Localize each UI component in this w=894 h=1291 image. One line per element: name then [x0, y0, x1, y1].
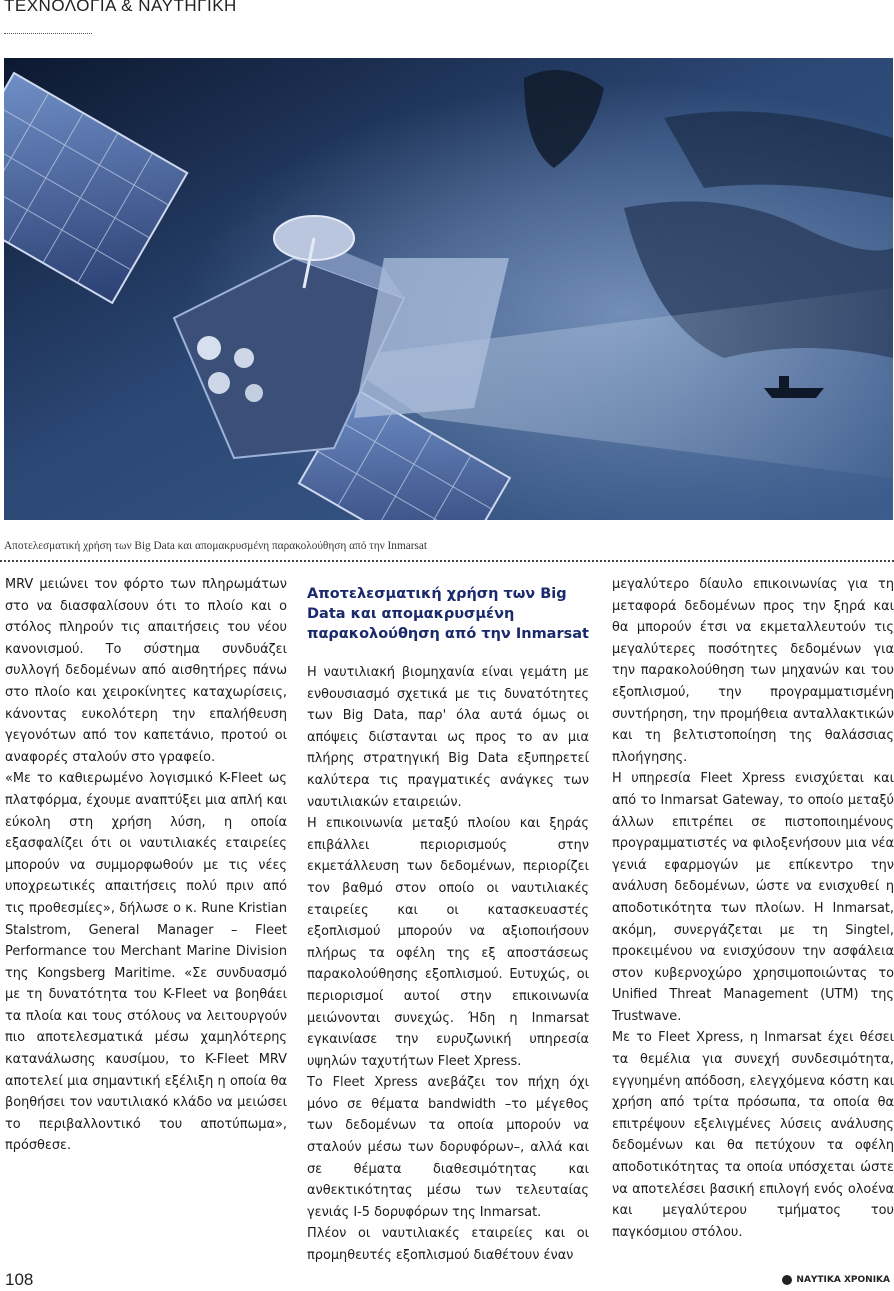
publication-name: ΝΑΥΤΙΚΑ ΧΡΟΝΙΚΑ	[796, 1275, 890, 1285]
paragraph: MRV μειώνει τον φόρτο των πληρωμάτων στο να διασφαλίσουν ότι το πλοίο και ο στόλος πληρούν τις απαιτήσεις του νέου κανονισμού. Το σύστημα συνδυάζει συλλογή δεδομένων από αισθητήρες πάνω στο πλοίο και χειροκίνητες καταχωρίσεις, κάνοντας ευκολότερη την επαλήθευση γεγονότων από τον καπετάνιο, προτού οι αναφορές σταλούν στο γραφείο.	[5, 577, 287, 765]
section-title: ΤΕΧΝΟΛΟΓΙΑ & ΝΑΥΤΗΓΙΚΗ	[4, 0, 237, 15]
article-column-2	[307, 574, 589, 1267]
caption-rule	[0, 560, 894, 562]
article-column-1	[5, 574, 287, 1157]
paragraph: «Με το καθιερωμένο λογισμικό K-Fleet ως πλατφόρμα, έχουμε αναπτύξει μια απλή και εύκολη στη χρήση λύση, η οποία εξασφαλίζει ότι οι ναυτιλιακές εταιρείες μπορούν να συμμορφωθούν με τις νέες υποχρεωτικές απαιτήσεις πολύ πριν από τις προθεσμίες», δήλωσε ο κ. Rune Kristian Stalstrom, General Manager – Fleet Performance του Merchant Marine Division της Kongsberg Maritime. «Σε συνδυασμό με τη δυνατότητα του K-Fleet να βοηθάει τα πλοία και τους στόλους να λειτουργούν πιο αποτελεσματικά μέσω χαμηλότερης κατανάλωσης καυσίμου, το K-Fleet MRV αποτελεί μια σημαντική εξέλιξη η οποία θα βοηθήσει τον ναυτιλιακό κλάδο να μειώσει το περιβαλλοντικό του αποτύπωμα», πρόσθεσε.	[5, 771, 287, 1154]
satellite-image	[4, 58, 893, 520]
page-number: 108	[5, 1270, 34, 1289]
publication-logo-icon	[782, 1275, 792, 1285]
figure-caption: Αποτελεσματική χρήση των Big Data και απομακρυσμένη παρακολούθηση από την Inmarsat	[4, 540, 428, 552]
paragraph: Η ναυτιλιακή βιομηχανία είναι γεμάτη με ενθουσιασμό σχετικά με τις δυνατότητες των Big Data, παρ' όλα αυτά όμως οι απόψεις διίστανται ως προς το αν μια πλήρης στρατηγική Big Data εξυπηρετεί καλύτερα τις πραγματικές ανάγκες των ναυτιλιακών εταιρειών.	[307, 665, 589, 810]
paragraph: Το Fleet Xpress ανεβάζει τον πήχη όχι μόνο σε θέματα bandwidth –το μέγεθος των δεδομένων τα οποία μπορούν να σταλούν μέσω των δορυφόρων–, αλλά και σε θέματα διαθεσιμότητας και ανθεκτικότητας μέσω των τελευταίας γενιάς I-5 δορυφόρων της Inmarsat.	[307, 1075, 589, 1220]
publication-mark	[782, 1275, 890, 1285]
paragraph: Πλέον οι ναυτιλιακές εταιρείες και οι προμηθευτές εξοπλισμού διαθέτουν έναν	[307, 1226, 589, 1264]
paragraph: Με το Fleet Xpress, η Inmarsat έχει θέσει τα θεμέλια για συνεχή συνδεσιμότητα, εγγυημένη απόδοση, ελεγχόμενα κόστη και χρήση από τρίτα πρόσωπα, τα οποία θα επιτρέψουν εξελιγμένες λύσεις ανάλυσης δεδομένων και θα πετύχουν τα οφέλη αποδοτικότητας τα οποία υπόσχεται ώστε να αποτελέσει βασική επιλογή ενός ολοένα και μεγαλύτερου τμήματος του παγκόσμιου στόλου.	[612, 1030, 894, 1240]
paragraph: Η επικοινωνία μεταξύ πλοίου και ξηράς επιβάλλει περιορισμούς στην εκμετάλλευση των δεδομένων, περιορίζει τον βαθμό στον οποίο οι ναυτιλιακές εταιρείες και οι κατασκευαστές εξοπλισμού μπορούν να αξιοποιήσουν πλήρως τα οφέλη της εξ αποστάσεως παρακολούθησης εξοπλισμού. Ευτυχώς, οι περιορισμοί αυτοί στην επικοινωνία μειώνονται συνεχώς. Ήδη η Inmarsat εγκαινίασε την ευρυζωνική υπηρεσία υψηλών ταχυτήτων Fleet Xpress.	[307, 816, 589, 1069]
paragraph: Η υπηρεσία Fleet Xpress ενισχύεται και από το Inmarsat Gateway, το οποίο μεταξύ άλλων επιτρέπει σε πιστοποιημένους προγραμματιστές να φιλοξενήσουν μια νέα γενιά εφαρμογών με επίκεντρο την ανάλυση δεδομένων, ώστε να ενισχυθεί η αποδοτικότητα των πλοίων. Η Inmarsat, ακόμη, συνεργάζεται με τη Singtel, προκειμένου να ενισχύσουν την ασφάλεια στον κυβερνοχώρο χρησιμοποιώντας το Unified Threat Management (UTM) της Trustwave.	[612, 771, 894, 1024]
article-subheading: Αποτελεσματική χρήση των Big Data και απομακρυσμένη παρακολούθηση από την Inmarsat	[307, 586, 589, 642]
paragraph: μεγαλύτερο δίαυλο επικοινωνίας για τη μεταφορά δεδομένων προς την ξηρά και θα μπορούν έτσι να εκμεταλλευτούν τις μεγαλύτερες ποσότητες δεδομένων για την παρακολούθηση των μηχανών και του εξοπλισμού, την προγραμματισμένη συντήρηση, την προμήθεια ανταλλακτικών και τη βελτιστοποίηση της θαλάσσιας πλοήγησης.	[612, 577, 894, 765]
article-column-3	[612, 574, 894, 1243]
section-title-rule	[4, 33, 92, 34]
